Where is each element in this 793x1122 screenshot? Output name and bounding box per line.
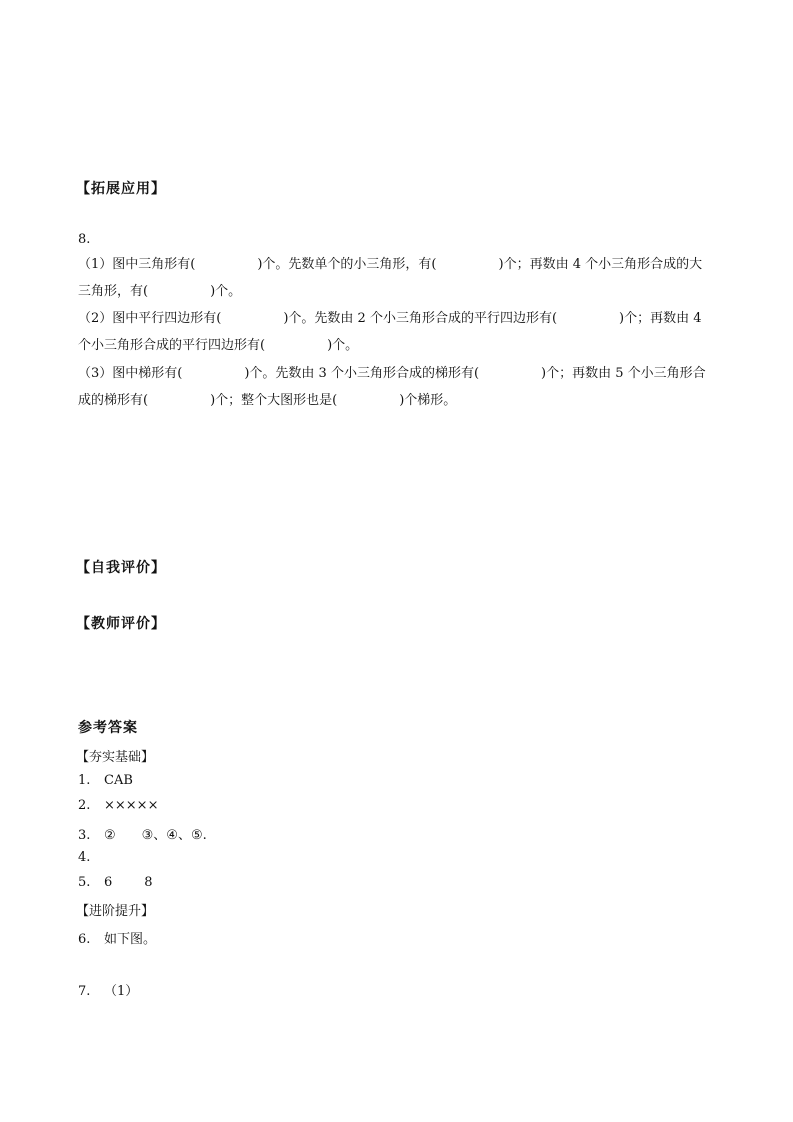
answer-2-number: 2.	[78, 798, 91, 813]
q8-p3-text-f: )个梯形。	[399, 393, 457, 408]
answer-2-text: ×××××	[104, 798, 159, 813]
q8-p1-text-b: )个。先数单个的小三角形，有(	[257, 257, 437, 272]
answer-3-text-2: ③、④、⑤.	[141, 828, 207, 843]
answer-6-number: 6.	[78, 932, 91, 947]
q8-p2-text-a: （2）图中平行四边形有(	[78, 311, 222, 326]
question-8-part-3	[78, 360, 718, 414]
answer-1-text: CAB	[104, 773, 133, 788]
question-8-part-2	[78, 305, 718, 359]
q8-p2-text-d: 个小三角形合成的平行四边形有(	[78, 338, 266, 353]
q8-p3-text-c: )个；再数由 5 个小三角形合	[541, 366, 706, 381]
q8-p1-text-d: 三角形，有(	[78, 284, 149, 299]
q8-p2-text-e: )个。	[327, 338, 359, 353]
answer-6-text: 如下图。	[104, 932, 157, 947]
answer-7-number: 7.	[78, 984, 91, 999]
q8-p2-text-b: )个。先数由 2 个小三角形合成的平行四边形有(	[283, 311, 558, 326]
q8-p3-text-d: 成的梯形有(	[78, 393, 149, 408]
section-extend-heading: 【拓展应用】	[76, 181, 166, 197]
question-8-part-1	[78, 251, 718, 305]
question-8-number: 8.	[78, 232, 91, 247]
q8-p1-text-a: （1）图中三角形有(	[78, 257, 196, 272]
q8-p3-text-e: )个；整个大图形也是(	[210, 393, 338, 408]
answers-basic-heading: 【夯实基础】	[76, 750, 155, 765]
answer-2	[78, 798, 158, 813]
answer-3-number: 3.	[78, 828, 91, 843]
answers-advance-heading: 【进阶提升】	[76, 904, 155, 919]
answer-5-number: 5.	[78, 875, 91, 890]
answer-7-text: （1）	[104, 984, 139, 999]
section-self-eval-heading: 【自我评价】	[76, 560, 166, 576]
q8-p3-text-a: （3）图中梯形有(	[78, 366, 183, 381]
q8-p3-text-b: )个。先数由 3 个小三角形合成的梯形有(	[244, 366, 480, 381]
q8-p1-text-e: )个。	[210, 284, 242, 299]
answer-1-number: 1.	[78, 773, 91, 788]
answer-6	[78, 928, 156, 947]
answers-title: 参考答案	[78, 720, 138, 736]
q8-p2-text-c: )个；再数由 4	[619, 311, 702, 326]
answer-3	[78, 824, 207, 843]
answer-1	[78, 773, 133, 788]
answer-5	[78, 875, 153, 890]
answer-5-text-2: 8	[144, 875, 153, 890]
answer-4	[78, 850, 104, 865]
answer-7	[78, 980, 138, 999]
answer-5-text-1: 6	[104, 875, 113, 890]
answer-3-text-1: ②	[104, 828, 116, 843]
q8-p1-text-c: )个；再数由 4 个小三角形合成的大	[498, 257, 703, 272]
section-teacher-eval-heading: 【教师评价】	[76, 616, 166, 632]
answer-4-number: 4.	[78, 850, 91, 865]
